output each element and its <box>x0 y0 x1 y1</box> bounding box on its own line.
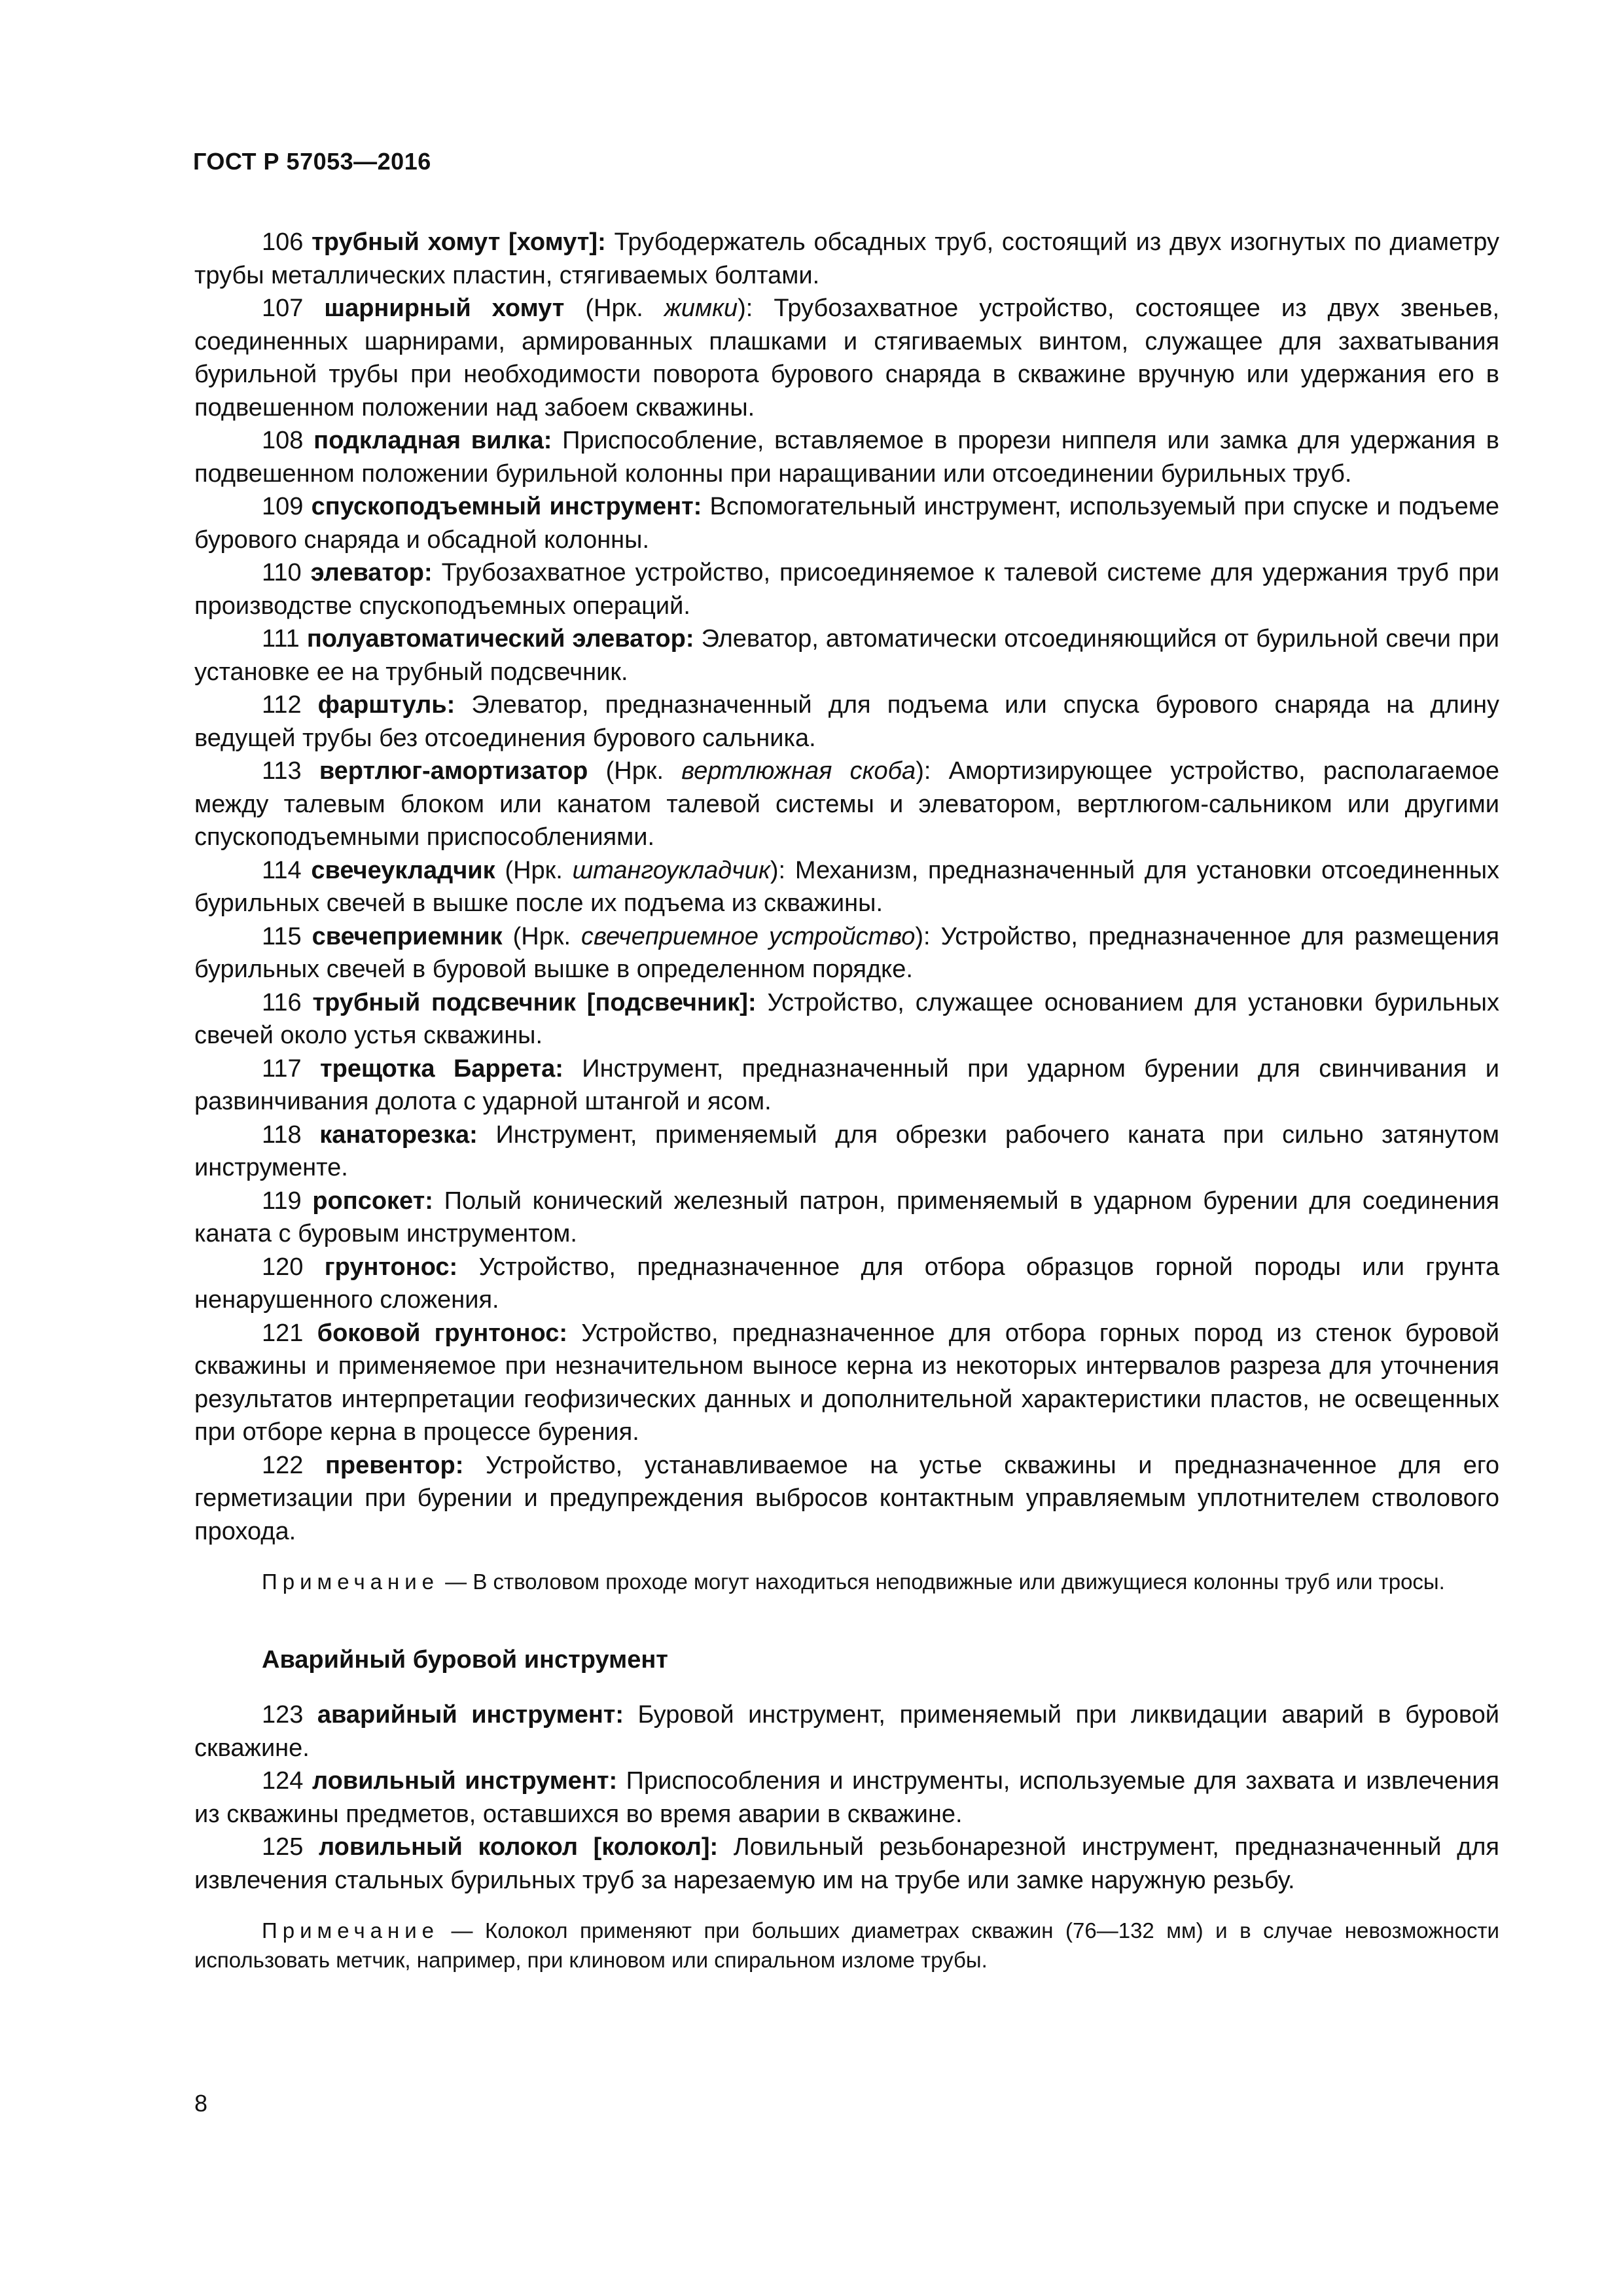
term-name: полуавтоматический элеватор: <box>306 625 694 653</box>
term-name: трубный подсвечник [подсвечник]: <box>312 988 757 1016</box>
term-definition: Ловильный резьбонарезной инструмент, предназначенный для извлечения стальных бурильных труб за нарезаемую им на трубе или замке наружную резьбу. <box>194 1833 1499 1894</box>
document-body <box>194 226 1499 1975</box>
term-definition: Устройство, предназначенное для отбора горных пород из стенок буровой скважины и применяемое при незначительном выносе керна из некоторых интервалов разреза для уточнения результатов интерпретации геофизических данных и дополнительной характеристики пластов, не освещенных при отборе керна в процессе бурения. <box>194 1319 1499 1446</box>
term-name: ловильный инструмент: <box>312 1767 618 1795</box>
term-note-suffix: ): <box>915 922 931 950</box>
term-name: боковой грунтонос: <box>317 1319 568 1347</box>
term-number: 115 <box>262 922 302 950</box>
term-entry <box>194 920 1499 986</box>
term-definition: Устройство, предназначенное для отбора образцов горной породы или грунта ненарушенного сложения. <box>194 1253 1499 1314</box>
note-text: — Колокол применяют при больших диаметрах скважин (76—132 мм) и в случае невозможности использовать метчик, например, при клиновом или спиральном изломе трубы. <box>194 1918 1499 1972</box>
term-name: аварийный инструмент: <box>317 1701 624 1729</box>
term-entry <box>194 1831 1499 1897</box>
document-header: ГОСТ Р 57053—2016 <box>193 148 431 175</box>
term-note-suffix: ): <box>738 295 753 322</box>
term-definition: Инструмент, предназначенный при ударном бурении для свинчивания и развинчивания долота с ударной штангой и ясом. <box>194 1054 1499 1115</box>
term-entry <box>194 1119 1499 1185</box>
term-definition: Трубодержатель обсадных труб, состоящий из двух изогнутых по диаметру трубы металлических пластин, стягиваемых болтами. <box>194 228 1500 289</box>
term-number: 110 <box>262 559 302 586</box>
term-number: 107 <box>262 295 304 322</box>
term-name: спускоподъемный инструмент: <box>311 493 702 520</box>
term-note-prefix: (Нрк. <box>564 295 664 322</box>
term-entries-emergency <box>194 1698 1499 1897</box>
term-nonrecommended: жимки <box>664 295 738 322</box>
term-definition: Полый конический железный патрон, применяемый в ударном бурении для соединения каната с буровым инструментом. <box>194 1187 1500 1247</box>
term-entry <box>194 226 1499 292</box>
term-entry <box>194 755 1499 854</box>
term-entry <box>194 1251 1499 1317</box>
term-nonrecommended: штангоукладчик <box>572 856 770 884</box>
term-name: подкладная вилка: <box>313 427 552 454</box>
section-title: Аварийный буровой инструмент <box>262 1646 668 1674</box>
term-definition: Трубозахватное устройство, состоящее из двух звеньев, соединенных шарнирами, армированных плашками и стягиваемых винтом, служащее для захватывания бурильной трубы при необходимости поворота бурового снаряда в скважине вручную или удержания его в подвешенном положении над забоем скважины. <box>194 295 1499 422</box>
term-name: шарнирный хомут <box>324 295 565 322</box>
term-entry <box>194 1449 1499 1549</box>
term-number: 125 <box>262 1833 304 1861</box>
term-entry <box>194 1317 1499 1449</box>
term-definition: Вспомогательный инструмент, используемый при спуске и подъеме бурового снаряда и обсадной колонны. <box>194 493 1500 554</box>
term-definition: Амортизирующее устройство, располагаемое между талевым блоком или канатом талевой системы и элеватором, вертлюгом-сальником или другими спускоподъемными приспособлениями. <box>194 757 1500 851</box>
term-note-prefix: (Нрк. <box>502 922 582 950</box>
term-nonrecommended: вертлюжная скоба <box>681 757 916 785</box>
term-number: 116 <box>262 988 302 1016</box>
note-label: Примечание <box>262 1570 440 1594</box>
note <box>194 1916 1499 1975</box>
note <box>194 1567 1499 1596</box>
term-number: 112 <box>262 691 302 719</box>
term-number: 118 <box>262 1121 302 1149</box>
term-definition: Устройство, предназначенное для размещения бурильных свечей в буровой вышке в определенном порядке. <box>194 922 1499 983</box>
note-text: — В стволовом проходе могут находиться неподвижные или движущиеся колонны труб или тросы. <box>439 1570 1445 1594</box>
term-entries <box>194 226 1499 1548</box>
term-entry <box>194 689 1499 755</box>
term-number: 106 <box>262 228 304 256</box>
term-number: 113 <box>262 757 302 785</box>
term-name: свечеприемник <box>312 922 503 950</box>
term-note-suffix: ): <box>770 856 786 884</box>
term-number: 120 <box>262 1253 304 1281</box>
term-definition: Механизм, предназначенный для установки отсоединенных бурильных свечей в вышке после их подъема из скважины. <box>194 856 1500 917</box>
term-name: ропсокет: <box>312 1187 433 1215</box>
term-entry <box>194 490 1499 556</box>
term-number: 114 <box>262 856 302 884</box>
term-name: превентор: <box>325 1451 464 1479</box>
term-number: 123 <box>262 1701 304 1729</box>
term-number: 119 <box>262 1187 302 1215</box>
term-number: 117 <box>262 1054 302 1083</box>
term-definition: Элеватор, автоматически отсоединяющийся от бурильной свечи при установке ее на трубный подсвечник. <box>194 625 1500 686</box>
term-number: 111 <box>262 625 300 653</box>
term-definition: Приспособления и инструменты, используемые для захвата и извлечения из скважины предметов, оставшихся во время аварии в скважине. <box>194 1767 1499 1828</box>
term-definition: Трубозахватное устройство, присоединяемое к талевой системе для удержания труб при производстве спускоподъемных операций. <box>194 559 1500 620</box>
term-nonrecommended: свечеприемное устройство <box>581 922 916 950</box>
term-entry <box>194 622 1499 689</box>
term-entry <box>194 986 1499 1052</box>
term-definition: Элеватор, предназначенный для подъема или спуска бурового снаряда на длину ведущей трубы без отсоединения бурового сальника. <box>194 691 1499 752</box>
term-name: грунтонос: <box>324 1253 458 1281</box>
term-definition: Устройство, служащее основанием для установки бурильных свечей около устья скважины. <box>194 988 1499 1049</box>
term-definition: Буровой инструмент, применяемый при ликвидации аварий в буровой скважине. <box>194 1701 1499 1762</box>
term-entry <box>194 1765 1499 1831</box>
term-entry <box>194 1052 1499 1119</box>
term-name: канаторезка: <box>319 1121 478 1149</box>
note-label: Примечание <box>262 1918 440 1943</box>
term-number: 108 <box>262 427 304 454</box>
term-number: 121 <box>262 1319 304 1347</box>
term-name: фарштуль: <box>317 691 455 719</box>
page-number: 8 <box>194 2090 208 2117</box>
term-name: ловильный колокол [колокол]: <box>319 1833 719 1861</box>
term-note-prefix: (Нрк. <box>588 757 682 785</box>
term-entry <box>194 556 1499 622</box>
term-entry <box>194 292 1499 424</box>
term-name: трубный хомут [хомут]: <box>312 228 606 256</box>
term-entry <box>194 854 1499 920</box>
term-note-prefix: (Нрк. <box>495 856 573 884</box>
term-number: 124 <box>262 1767 304 1795</box>
term-number: 122 <box>262 1451 304 1479</box>
term-entry <box>194 1185 1499 1251</box>
term-name: трещотка Баррета: <box>320 1054 563 1083</box>
term-name: вертлюг-амортизатор <box>319 757 588 785</box>
term-definition: Приспособление, вставляемое в прорези ниппеля или замка для удержания в подвешенном положении бурильной колонны при наращивании или отсоединении бурильных труб. <box>194 427 1499 488</box>
term-note-suffix: ): <box>916 757 931 785</box>
term-entry <box>194 424 1499 490</box>
term-name: элеватор: <box>310 559 433 586</box>
term-number: 109 <box>262 493 304 520</box>
term-entry <box>194 1698 1499 1765</box>
term-definition: Устройство, устанавливаемое на устье скважины и предназначенное для его герметизации при бурении и предупреждения выбросов контактным управляемым уплотнителем стволового прохода. <box>194 1451 1500 1545</box>
term-definition: Инструмент, применяемый для обрезки рабочего каната при сильно затянутом инструменте. <box>194 1121 1500 1181</box>
term-name: свечеукладчик <box>311 856 495 884</box>
